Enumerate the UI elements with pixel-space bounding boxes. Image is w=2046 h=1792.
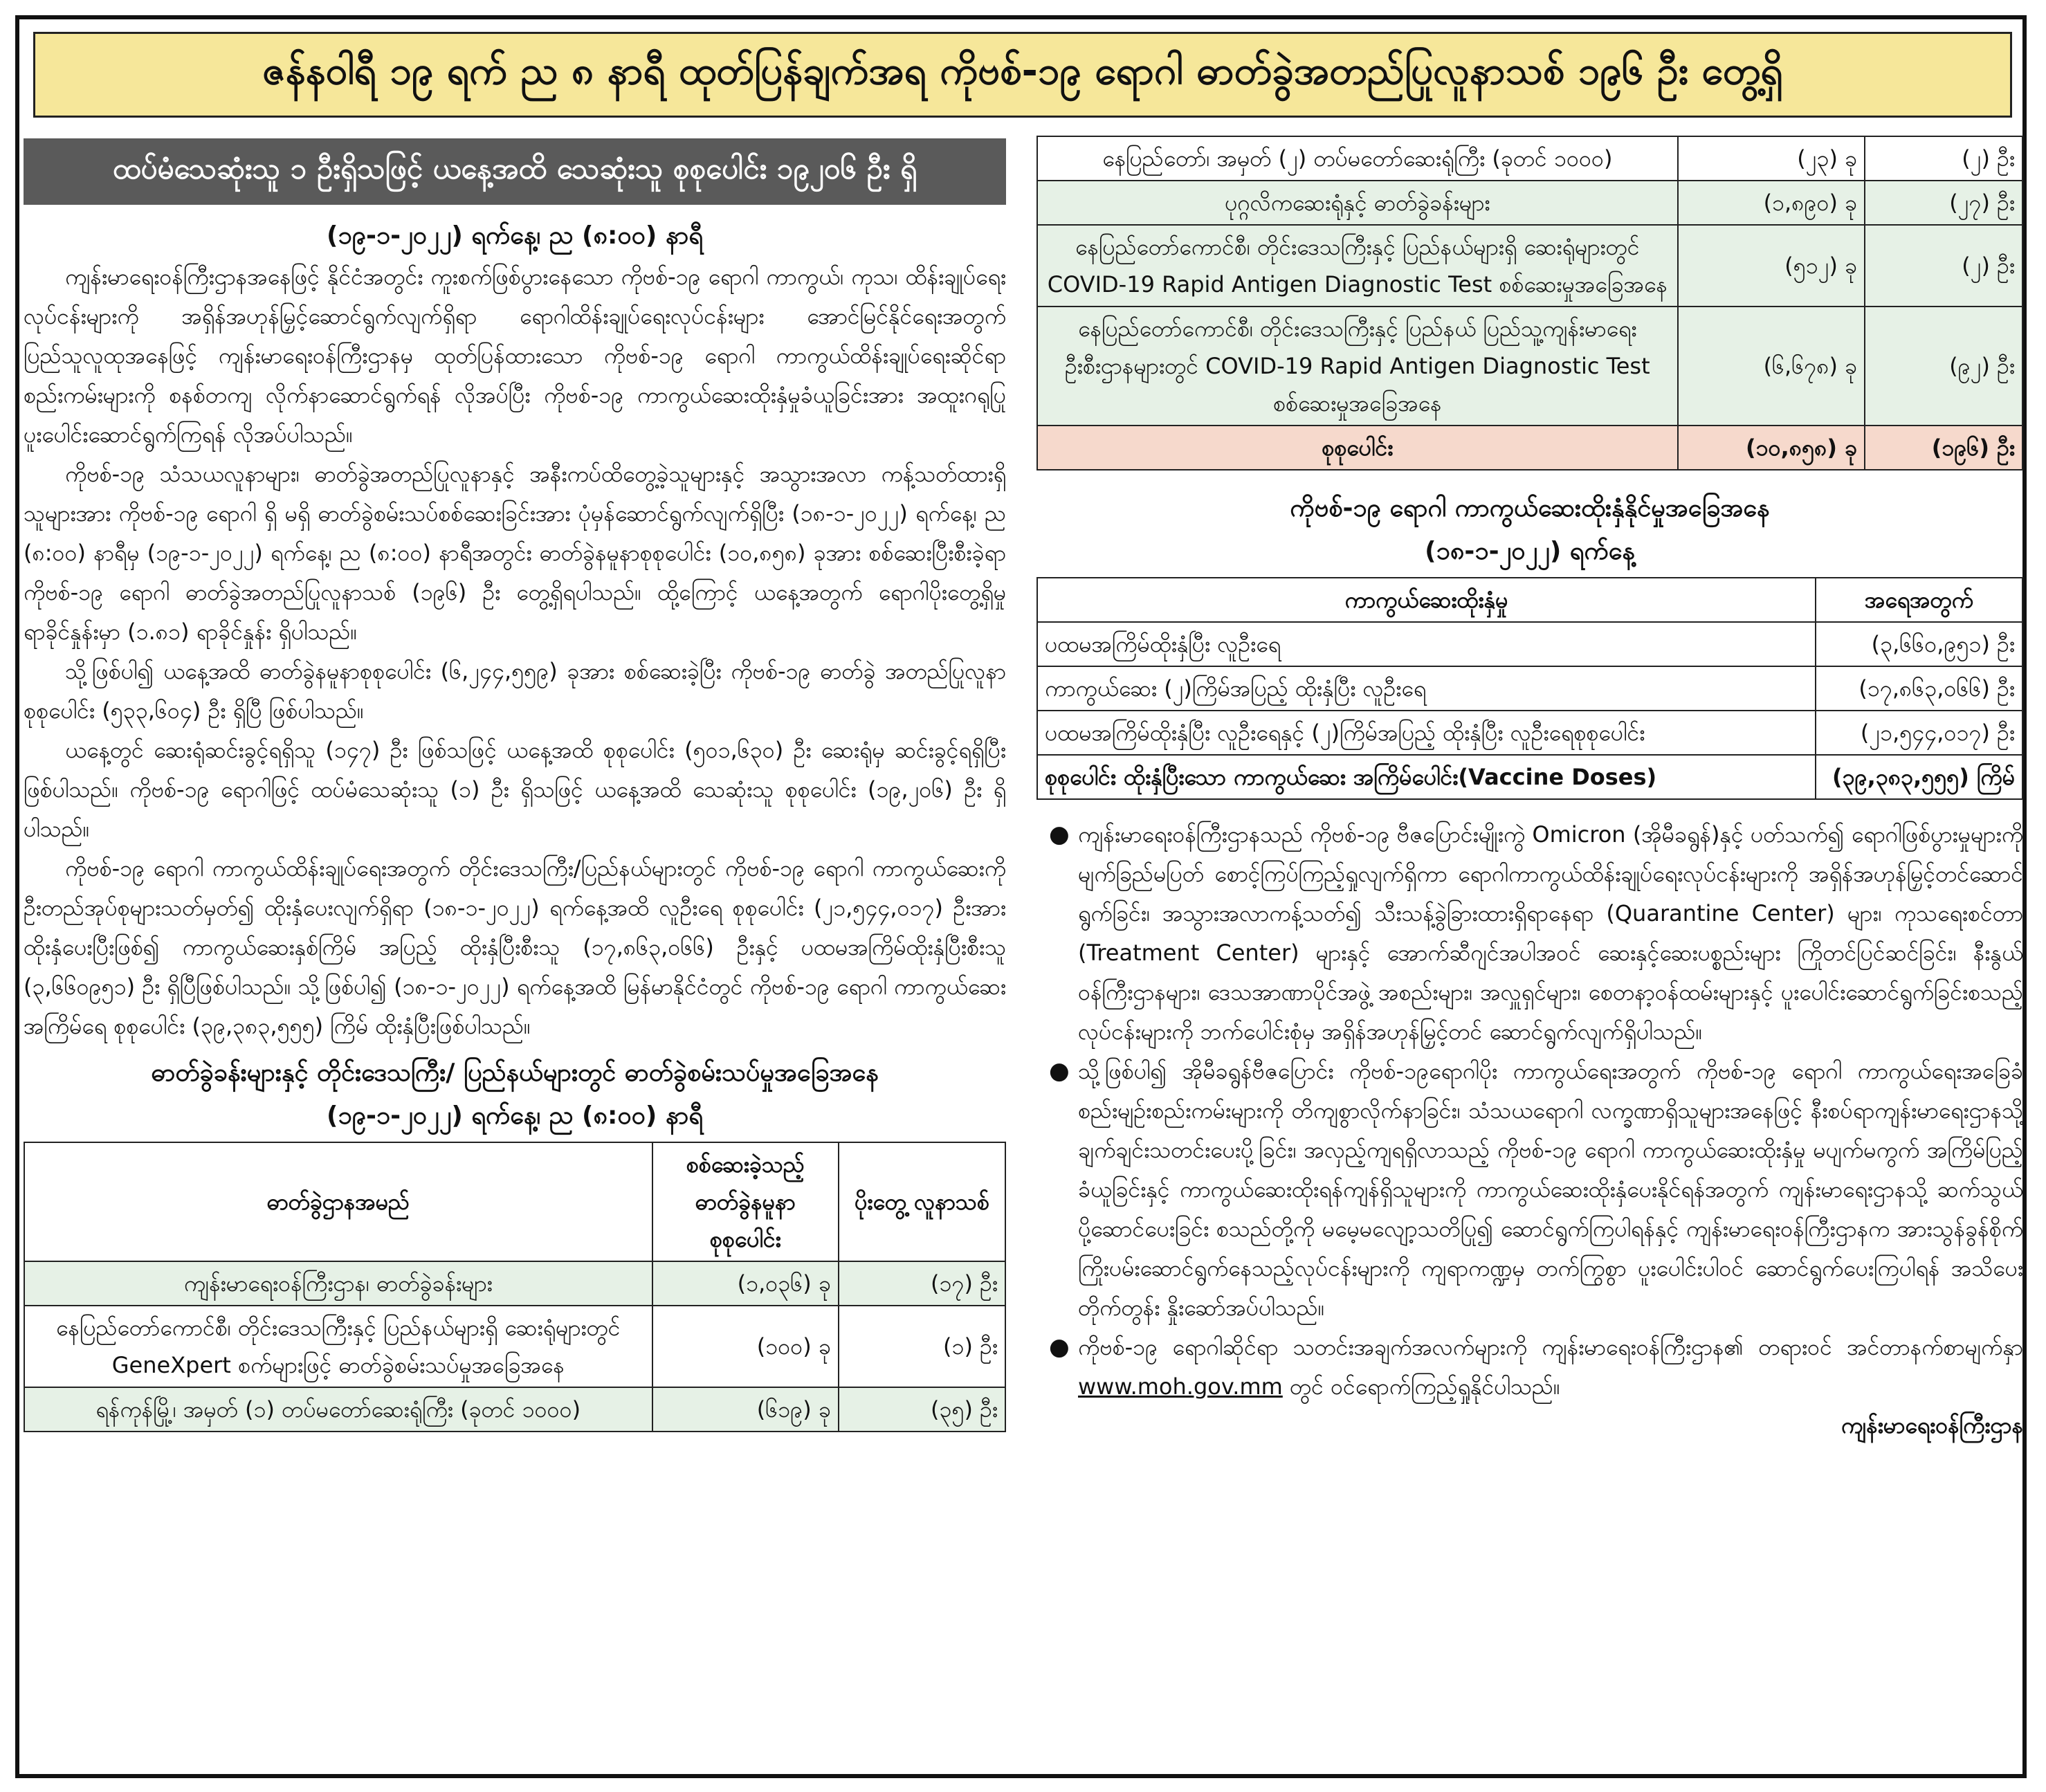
- header-count: အရေအတွက်: [1816, 578, 2022, 622]
- list-item: [1036, 815, 2023, 1052]
- left-column: [24, 138, 1006, 1432]
- table-row: [1037, 307, 2022, 426]
- vaccine-label: ပထမအကြိမ်ထိုးနှံပြီး လူဦးရေ: [1037, 622, 1816, 666]
- table-row: [1037, 136, 2022, 181]
- header-lab-name: ဓာတ်ခွဲဌာနအမည်: [24, 1142, 652, 1261]
- paragraph: ကိုဗစ်-၁၉ ရောဂါ ကာကွယ်ထိန်းချုပ်ရေးအတွက် တိုင်းဒေသကြီး/ပြည်နယ်များတွင် ကိုဗစ်-၁၉ ရောဂါ ကာကွယ်ဆေးကို ဦးတည်အုပ်စုများသတ်မှတ်၍ ထိုးနှံပေးလျက်ရှိရာ (၁၈-၁-၂၀၂၂) ရက်နေ့အထိ လူဦးရေ စုစုပေါင်း (၂၁,၅၄၄,၀၁၇) ဦးအား ထိုးနှံပေးပြီးဖြစ်၍ ကာကွယ်ဆေးနှစ်ကြိမ် အပြည့် ထိုးနှံပြီးစီးသူ (၁၇,၈၆၃,၀၆၆) ဦးနှင့် ပထမအကြိမ်ထိုးနှံပြီးစီးသူ (၃,၆၆၀၉၅၁) ဦး ရှိပြီဖြစ်ပါသည်။ သို့ဖြစ်ပါ၍ (၁၈-၁-၂၀၂၂) ရက်နေ့အထိ မြန်မာနိုင်ငံတွင် ကိုဗစ်-၁၉ ရောဂါ ကာကွယ်ဆေး အကြိမ်ရေ စုစုပေါင်း (၃၉,၃၈၃,၅၅၅) ကြိမ် ထိုးနှံပြီးဖြစ်ပါသည်။: [24, 855, 1006, 1039]
- table-row: [1037, 225, 2022, 307]
- lab-tests: (၆၁၉) ခု: [652, 1387, 839, 1432]
- paragraph: ကျန်းမာရေးဝန်ကြီးဌာနအနေဖြင့် နိုင်ငံအတွင်း ကူးစက်ဖြစ်ပွားနေသော ကိုဗစ်-၁၉ ရောဂါ ကာကွယ်၊ ကုသ၊ ထိန်းချုပ်ရေးလုပ်ငန်းများကို အရှိန်အဟုန်မြှင့်ဆောင်ရွက်လျက်ရှိရာ ရောဂါထိန်းချုပ်ရေးလုပ်ငန်းများ အောင်မြင်နိုင်ရေးအတွက် ပြည်သူလူထုအနေဖြင့် ကျန်းမာရေးဝန်ကြီးဌာနမှ ထုတ်ပြန်ထားသော ကိုဗစ်-၁၉ ရောဂါ ကာကွယ်ထိန်းချုပ်ရေးဆိုင်ရာစည်းကမ်းများကို စနစ်တကျ လိုက်နာဆောင်ရွက်ရန် လိုအပ်ပြီး ကိုဗစ်-၁၉ ကာကွယ်ဆေးထိုးနှံမှုခံယူခြင်းအား အထူးဂရုပြု ပူးပေါင်းဆောင်ရွက်ကြရန် လိုအပ်ပါသည်။: [24, 264, 1007, 448]
- lab-tests: (၁၀၀) ခု: [652, 1306, 839, 1387]
- body-paragraphs: [24, 257, 1006, 1046]
- table-row: [1037, 711, 2022, 755]
- bullet-icon: ●: [1049, 821, 1070, 848]
- vaccine-value: (၁၇,၈၆၃,၀၆၆) ဦး: [1816, 666, 2022, 711]
- report-date: (၁၉-၁-၂၀၂၂) ရက်နေ့၊ ည (၈:၀၀) နာရီ: [326, 221, 704, 250]
- vaccine-label: ပထမအကြိမ်ထိုးနှံပြီး လူဦးရေနှင့် (၂)ကြိမ်အပြည့် ထိုးနှံပြီး လူဦးရေစုစုပေါင်း: [1037, 711, 1816, 755]
- vaccine-value: (၂၁,၅၄၄,၀၁၇) ဦး: [1816, 711, 2022, 755]
- lab-name: ပုဂ္ဂလိကဆေးရုံနှင့် ဓာတ်ခွဲခန်းများ: [1037, 181, 1678, 225]
- lab-tests: (၁,၀၃၆) ခု: [652, 1261, 839, 1306]
- lab-cases: (၃၅) ဦး: [839, 1387, 1005, 1432]
- vaccine-section-date: (၁၈-၁-၂၀၂၂) ရက်နေ့: [1425, 537, 1635, 565]
- total-cases: (၁၉၆) ဦး: [1865, 426, 2022, 470]
- vaccine-label: စုစုပေါင်း ထိုးနှံပြီးသော ကာကွယ်ဆေး အကြိမ်ပေါင်း(Vaccine Doses): [1037, 755, 1816, 799]
- headline-banner: [33, 32, 2012, 118]
- lab-cases: (၂၇) ဦး: [1865, 181, 2022, 225]
- lab-name: နေပြည်တော်ကောင်စီ၊ တိုင်းဒေသကြီးနှင့် ပြည်နယ်များရှိ ဆေးရုံများတွင် GeneXpert စက်များဖြင့် ဓာတ်ခွဲစမ်းသပ်မှုအခြေအနေ: [24, 1306, 652, 1387]
- table-row: [1037, 181, 2022, 225]
- paragraph: ယနေ့တွင် ဆေးရုံဆင်းခွင့်ရရှိသူ (၁၄၇) ဦး ဖြစ်သဖြင့် ယနေ့အထိ စုစုပေါင်း (၅၀၁,၆၃၀) ဦး ဆေးရုံမှ ဆင်းခွင့်ရရှိပြီး ဖြစ်ပါသည်။ ကိုဗစ်-၁၉ ရောဂါဖြင့် ထပ်မံသေဆုံးသူ (၁) ဦး ရှိသဖြင့် ယနေ့အထိ သေဆုံးသူ စုစုပေါင်း (၁၉,၂၀၆) ဦး ရှိပါသည်။: [24, 737, 1007, 842]
- table-row: [1037, 622, 2022, 666]
- paragraph: ကိုဗစ်-၁၉ သံသယလူနာများ၊ ဓာတ်ခွဲအတည်ပြုလူနာနှင့် အနီးကပ်ထိတွေ့ခဲ့သူများနှင့် အသွားအလာ ကန့်သတ်ထားရှိသူများအား ကိုဗစ်-၁၉ ရောဂါ ရှိ မရှိ ဓာတ်ခွဲစမ်းသပ်စစ်ဆေးခြင်းအား ပုံမှန်ဆောင်ရွက်လျက်ရှိပြီး (၁၈-၁-၂၀၂၂) ရက်နေ့၊ ည (၈:၀၀) နာရီမှ (၁၉-၁-၂၀၂၂) ရက်နေ့၊ ည (၈:၀၀) နာရီအတွင်း ဓာတ်ခွဲနမူနာစုစုပေါင်း (၁၀,၈၅၈) ခုအား စစ်ဆေးပြီးစီးခဲ့ရာ ကိုဗစ်-၁၉ ရောဂါ ဓာတ်ခွဲအတည်ပြုလူနာသစ် (၁၉၆) ဦး တွေ့ရှိရပါသည်။ ထို့ကြောင့် ယနေ့အတွက် ရောဂါပိုးတွေ့ရှိမှု ရာခိုင်နှုန်းမှာ (၁.၈၁) ရာခိုင်နှုန်း ရှိပါသည်။: [24, 461, 1007, 645]
- vaccine-value: (၃,၆၆၀,၉၅၁) ဦး: [1816, 622, 2022, 666]
- lab-table-part1: [24, 1142, 1006, 1432]
- lab-tests: (၆,၆၇၈) ခု: [1678, 307, 1865, 426]
- lab-section-date: (၁၉-၁-၂၀၂၂) ရက်နေ့၊ ည (၈:၀၀) နာရီ: [326, 1101, 704, 1130]
- lab-section-title: ဓာတ်ခွဲခန်းများနှင့် တိုင်းဒေသကြီး/ ပြည်နယ်များတွင် ဓာတ်ခွဲစမ်းသပ်မှုအခြေအနေ: [151, 1059, 879, 1087]
- total-tests: (၁၀,၈၅၈) ခု: [1678, 426, 1865, 470]
- table-row: [1037, 666, 2022, 711]
- lab-name: နေပြည်တော်၊ အမှတ် (၂) တပ်မတော်ဆေးရုံကြီး (ခုတင် ၁၀၀၀): [1037, 136, 1678, 181]
- lab-tests: (၁,၈၉၀) ခု: [1678, 181, 1865, 225]
- vaccine-table: [1036, 577, 2023, 800]
- paragraph: သို့ဖြစ်ပါ၍ ယနေ့အထိ ဓာတ်ခွဲနမူနာစုစုပေါင်း (၆,၂၄၄,၅၅၉) ခုအား စစ်ဆေးခဲ့ပြီး ကိုဗစ်-၁၉ ဓာတ်ခွဲ အတည်ပြုလူနာ စုစုပေါင်း (၅၃၃,၆၀၄) ဦး ရှိပြီ ဖြစ်ပါသည်။: [24, 658, 1006, 724]
- lab-tests: (၂၃) ခု: [1678, 136, 1865, 181]
- lab-cases: (၂) ဦး: [1865, 136, 2022, 181]
- headline-text: ဇန်နဝါရီ ၁၉ ရက် ည ၈ နာရီ ထုတ်ပြန်ချက်အရ ကိုဗစ်-၁၉ ရောဂါ ဓာတ်ခွဲအတည်ပြုလူနာသစ် ၁၉၆ ဦး တွေ့ရှိ: [262, 48, 1783, 93]
- total-label: စုစုပေါင်း: [1037, 426, 1678, 470]
- list-item: [1036, 1052, 2023, 1328]
- header-vaccination: ကာကွယ်ဆေးထိုးနှံမှု: [1037, 578, 1816, 622]
- table-row: [24, 1387, 1005, 1432]
- table-row: [24, 1306, 1005, 1387]
- vaccine-section-title: ကိုဗစ်-၁၉ ရောဂါ ကာကွယ်ဆေးထိုးနှံနိုင်မှုအခြေအနေ: [1290, 494, 1770, 522]
- bullet-text: သို့ဖြစ်ပါ၍ အိုမီခရွန်ဗီဇပြောင်း ကိုဗစ်-၁၉ရောဂါပိုး ကာကွယ်ရေးအတွက် ကိုဗစ်-၁၉ ရောဂါ ကာကွယ်ရေးအခြေခံ စည်းမျဉ်းစည်းကမ်းများကို တိကျစွာလိုက်နာခြင်း၊ သံသယရောဂါ လက္ခဏာရှိသူများအနေဖြင့် နီးစပ်ရာကျန်းမာရေးဌာနသို့ ချက်ချင်းသတင်းပေးပို့ခြင်း၊ အလှည့်ကျရရှိလာသည့် ကိုဗစ်-၁၉ ရောဂါ ကာကွယ်ဆေးထိုးနှံမှု မပျက်မကွက် အကြိမ်ပြည့်ခံယူခြင်းနှင့် ကာကွယ်ဆေးထိုးရန်ကျန်ရှိသူများကို ကာကွယ်ဆေးထိုးနှံပေးနိုင်ရန်အတွက် ကျန်းမာရေးဌာနသို့ ဆက်သွယ်ပို့ဆောင်ပေးခြင်း စသည်တို့ကို မမေ့မလျော့သတိပြု၍ ဆောင်ရွက်ကြပါရန်နှင့် ကျန်းမာရေးဝန်ကြီးဌာနက အားသွန်ခွန်စိုက် ကြိုးပမ်းဆောင်ရွက်နေသည့်လုပ်ငန်းများကို ကျရာကဏ္ဍမှ တက်ကြွစွာ ပူးပေါင်းပါဝင် ဆောင်ရွက်ပေးကြပါရန် အသိပေးတိုက်တွန်း နှိုးဆော်အပ်ပါသည်။: [1078, 1058, 2023, 1321]
- vaccine-label: ကာကွယ်ဆေး (၂)ကြိမ်အပြည့် ထိုးနှံပြီး လူဦးရေ: [1037, 666, 1816, 711]
- table-row: [1037, 755, 2022, 799]
- lab-tests: (၅၁၂) ခု: [1678, 225, 1865, 307]
- bullet-icon: ●: [1049, 1333, 1070, 1361]
- bullet-icon: ●: [1049, 1057, 1070, 1085]
- table-header-row: [1037, 578, 2022, 622]
- table-header-row: [24, 1142, 1005, 1261]
- lab-cases: (၂) ဦး: [1865, 225, 2022, 307]
- lab-name: ကျန်းမာရေးဝန်ကြီးဌာန၊ ဓာတ်ခွဲခန်းများ: [24, 1261, 652, 1306]
- bullet-list: [1036, 815, 2023, 1407]
- bullet-text-before: ကိုဗစ်-၁၉ ရောဂါဆိုင်ရာ သတင်းအချက်အလက်များကို ကျန်းမာရေးဝန်ကြီးဌာန၏ တရားဝင် အင်တာနက်စာမျက်နှာ: [1078, 1334, 2023, 1360]
- right-column: [1036, 136, 2023, 1444]
- list-item: [1036, 1328, 2023, 1407]
- lab-name: နေပြည်တော်ကောင်စီ၊ တိုင်းဒေသကြီးနှင့် ပြည်နယ် ပြည်သူ့ကျန်းမာရေးဦးစီးဌာနများတွင် COVID-19 Rapid Antigen Diagnostic Test စစ်ဆေးမှုအခြေအနေ: [1037, 307, 1678, 426]
- lab-cases: (၉၂) ဦး: [1865, 307, 2022, 426]
- lab-cases: (၁) ဦး: [839, 1306, 1005, 1387]
- death-summary-bar: [24, 138, 1006, 205]
- lab-table-part2: [1036, 136, 2023, 470]
- header-tests: စစ်ဆေးခဲ့သည့် ဓာတ်ခွဲနမူနာ စုစုပေါင်း: [652, 1142, 839, 1261]
- lab-name: ရန်ကုန်မြို့၊ အမှတ် (၁) တပ်မတော်ဆေးရုံကြီး (ခုတင် ၁၀၀၀): [24, 1387, 652, 1432]
- death-summary-text: ထပ်မံသေဆုံးသူ ၁ ဦးရှိသဖြင့် ယနေ့အထိ သေဆုံးသူ စုစုပေါင်း ၁၉၂၀၆ ဦး ရှိ: [112, 152, 917, 185]
- lab-name: နေပြည်တော်ကောင်စီ၊ တိုင်းဒေသကြီးနှင့် ပြည်နယ်များရှိ ဆေးရုံများတွင် COVID-19 Rapid Antigen Diagnostic Test စစ်ဆေးမှုအခြေအနေ: [1037, 225, 1678, 307]
- table-row: [24, 1261, 1005, 1306]
- lab-cases: (၁၇) ဦး: [839, 1261, 1005, 1306]
- header-cases: ပိုးတွေ့ လူနာသစ်: [839, 1142, 1005, 1261]
- bullet-text: ကျန်းမာရေးဝန်ကြီးဌာနသည် ကိုဗစ်-၁၉ ဗီဇပြောင်းမျိုးကွဲ Omicron (အိုမီခရွန်)နှင့် ပတ်သက်၍ ရောဂါဖြစ်ပွားမှုများကို မျက်ခြည်မပြတ် စောင့်ကြပ်ကြည့်ရှုလျက်ရှိကာ ရောဂါကာကွယ်ထိန်းချုပ်ရေးလုပ်ငန်းများကို အရှိန်အဟုန်မြှင့်တင်ဆောင်ရွက်ခြင်း၊ အသွားအလာကန့်သတ်၍ သီးသန့်ခွဲခြားထားရှိရာနေရာ (Quarantine Center) များ၊ ကုသရေးစင်တာ (Treatment Center) များနှင့် အောက်ဆီဂျင်အပါအဝင် ဆေးနှင့်ဆေးပစ္စည်းများ ကြိုတင်ပြင်ဆင်ခြင်း၊ နီးနွယ်ဝန်ကြီးဌာနများ၊ ဒေသအာဏာပိုင်အဖွဲ့ အစည်းများ၊ အလှူရှင်များ၊ စေတနာ့ဝန်ထမ်းများနှင့် ပူးပေါင်းဆောင်ရွက်ခြင်းစသည့် လုပ်ငန်းများကို ဘက်ပေါင်းစုံမှ အရှိန်အဟုန်မြှင့်တင် ဆောင်ရွက်လျက်ရှိပါသည်။: [1078, 821, 2023, 1045]
- signature: ကျန်းမာရေးဝန်ကြီးဌာန: [1841, 1412, 2023, 1438]
- bullet-text-after: တွင် ဝင်ရောက်ကြည့်ရှုနိုင်ပါသည်။: [1282, 1373, 1560, 1400]
- table-total-row: [1037, 426, 2022, 470]
- vaccine-value: (၃၉,၃၈၃,၅၅၅) ကြိမ်: [1816, 755, 2022, 799]
- moh-website-link[interactable]: www.moh.gov.mm: [1078, 1373, 1283, 1400]
